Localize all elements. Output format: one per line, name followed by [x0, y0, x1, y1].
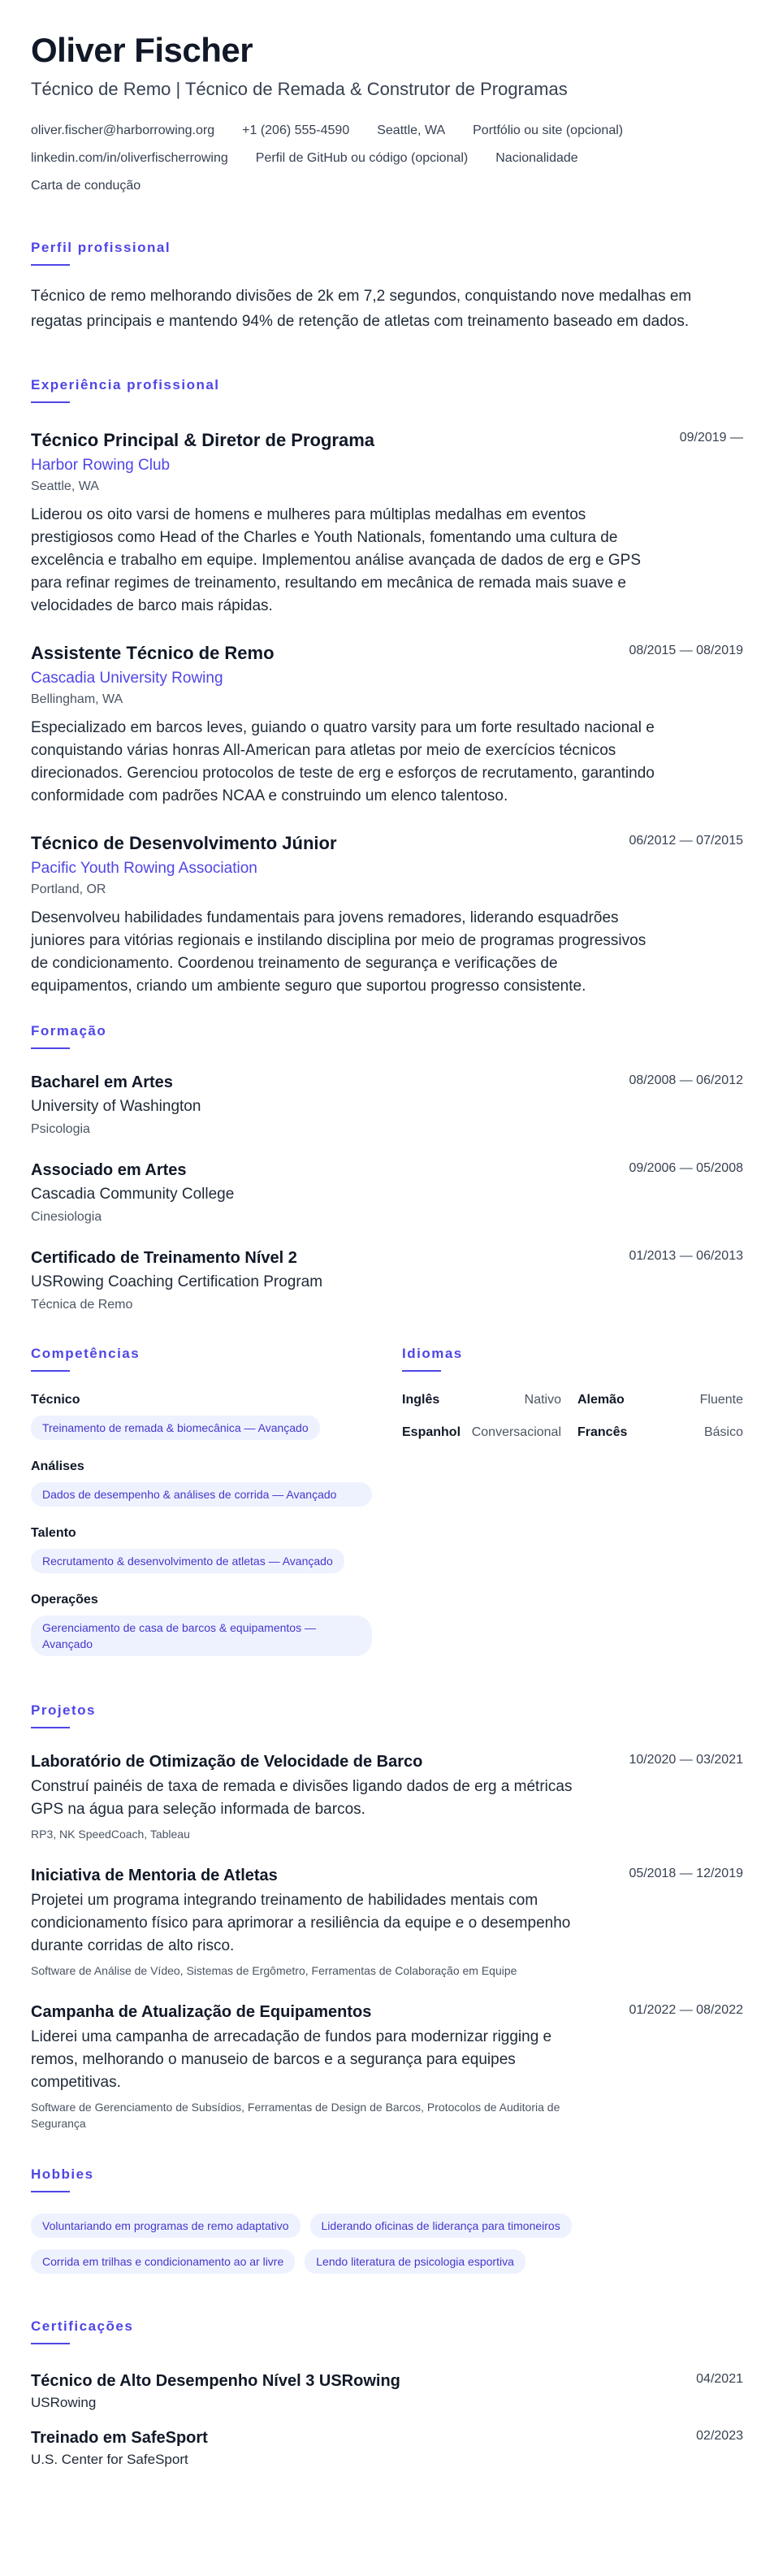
certifications-section — [31, 2318, 743, 2470]
project-entry — [31, 2001, 743, 2131]
skill-chip: Dados de desempenho & análises de corrida — Avançado — [31, 1482, 372, 1507]
section-divider — [31, 2343, 70, 2344]
education-entry — [31, 1247, 743, 1314]
candidate-headline: Técnico de Remo | Técnico de Remada & Construtor de Programas — [31, 79, 568, 99]
education-degree: Certificado de Treinamento Nível 2 — [31, 1249, 297, 1267]
language-item — [573, 1424, 743, 1442]
project-entry — [31, 1751, 743, 1842]
skill-label: Análises — [31, 1459, 84, 1473]
section-title: Hobbies — [31, 2166, 94, 2182]
job-organization: Pacific Youth Rowing Association — [31, 860, 257, 877]
job-entry — [31, 832, 743, 998]
skill-chip: Gerenciamento de casa de barcos & equipamentos — Avançado — [31, 1615, 372, 1656]
job-location: Bellingham, WA — [31, 692, 123, 706]
section-title: Experiência profissional — [31, 377, 220, 392]
project-date: 10/2020 — 03/2021 — [629, 1753, 743, 1767]
job-title: Técnico de Desenvolvimento Júnior — [31, 833, 337, 853]
section-divider — [31, 264, 70, 266]
job-description: Especializado em barcos leves, guiando o quatro varsity para um forte resultado nacional e conquistando várias honras All-American para atletas por meio de exercícios técnicos direcionados. Gerenciou protocolos de teste de erg e esforços de recrutamento, garantindo conformidade com padrões NCAA e construindo um elenco talentoso. — [31, 719, 655, 804]
hobby-chip: Liderando oficinas de liderança para timoneiros — [310, 2214, 572, 2238]
contact-license: Carta de condução — [31, 179, 141, 193]
language-item — [402, 1424, 573, 1442]
language-level: Nativo — [524, 1393, 561, 1407]
section-divider — [31, 401, 70, 403]
project-tech: Software de Análise de Vídeo, Sistemas de Ergômetro, Ferramentas de Colaboração em Equipe — [31, 1964, 517, 1977]
education-degree: Associado em Artes — [31, 1161, 187, 1179]
section-divider — [31, 1047, 70, 1049]
certification-issuer: USRowing — [31, 2395, 97, 2410]
section-title: Competências — [31, 1346, 141, 1361]
project-date: 01/2022 — 08/2022 — [629, 2003, 743, 2017]
skill-chip: Treinamento de remada & biomecânica — Avançado — [31, 1416, 320, 1440]
project-title: Campanha de Atualização de Equipamentos — [31, 2003, 372, 2021]
section-title: Idiomas — [402, 1346, 463, 1361]
skill-group — [31, 1391, 372, 1440]
job-location: Seattle, WA — [31, 479, 99, 493]
language-item — [573, 1391, 743, 1409]
education-field: Cinesiologia — [31, 1210, 102, 1224]
job-description: Desenvolveu habilidades fundamentais para jovens remadores, liderando esquadrões juniores para vitórias regionais e instilando disciplina por meio de programas progressivos de condicionamento. Coordenou treinamento de segurança e verificações de equipamentos, criando um ambiente seguro que suportou progresso consistente. — [31, 909, 646, 995]
project-description: Liderei uma campanha de arrecadação de fundos para modernizar rigging e remos, melhorando o manuseio de barcos e a segurança para equipes competitivas. — [31, 2028, 552, 2091]
job-date: 09/2019 — — [679, 431, 743, 445]
skill-chip: Recrutamento & desenvolvimento de atletas — Avançado — [31, 1549, 344, 1573]
languages-section — [402, 1345, 743, 1674]
language-name: Alemão — [577, 1393, 625, 1407]
education-entry — [31, 1072, 743, 1138]
language-level: Fluente — [699, 1393, 743, 1407]
section-divider — [31, 1370, 70, 1372]
contact-nationality: Nacionalidade — [495, 151, 578, 165]
skill-group — [31, 1591, 372, 1656]
section-title: Certificações — [31, 2318, 134, 2334]
hobby-chip: Corrida em trilhas e condicionamento ao ar livre — [31, 2249, 295, 2274]
skill-label: Operações — [31, 1593, 98, 1607]
language-level: Básico — [703, 1425, 743, 1439]
language-name: Francês — [577, 1425, 628, 1439]
experience-section — [31, 376, 743, 998]
contact-github[interactable]: Perfil de GitHub ou código (opcional) — [255, 151, 469, 165]
certification-name: Treinado em SafeSport — [31, 2429, 208, 2447]
job-organization: Harbor Rowing Club — [31, 457, 171, 474]
project-tech: Software de Gerenciamento de Subsídios, Ferramentas de Design de Barcos, Protocolos de Auditoria de Segurança — [31, 2101, 560, 2130]
contact-linkedin[interactable]: linkedin.com/in/oliverfischerrowing — [31, 151, 228, 165]
education-degree: Bacharel em Artes — [31, 1073, 173, 1091]
certification-name: Técnico de Alto Desempenho Nível 3 USRowing — [31, 2372, 400, 2390]
language-name: Espanhol — [402, 1425, 461, 1439]
skills-section — [31, 1345, 372, 1674]
hobby-chip: Voluntariando em programas de remo adaptativo — [31, 2214, 301, 2238]
language-row — [402, 1391, 743, 1409]
certification-entry — [31, 2427, 743, 2470]
contact-location: Seattle, WA — [377, 124, 446, 137]
section-divider — [402, 1370, 441, 1372]
certification-issuer: U.S. Center for SafeSport — [31, 2452, 188, 2467]
project-title: Laboratório de Otimização de Velocidade de Barco — [31, 1753, 423, 1771]
certification-date: 02/2023 — [696, 2429, 743, 2443]
resume-header — [31, 31, 743, 200]
hobby-list — [31, 2214, 681, 2285]
certification-date: 04/2021 — [696, 2372, 743, 2386]
job-entry — [31, 429, 743, 618]
summary-text: Técnico de remo melhorando divisões de 2k em 7,2 segundos, conquistando nove medalhas em regatas principais e mantendo 94% de retenção de atletas com treinamento baseado em dados. — [31, 288, 692, 330]
project-description: Construí painéis de taxa de remada e divisões ligando dados de erg a métricas GPS na água para seleção informada de barcos. — [31, 1778, 573, 1818]
project-date: 05/2018 — 12/2019 — [629, 1867, 743, 1880]
education-field: Psicologia — [31, 1122, 90, 1136]
project-tech: RP3, NK SpeedCoach, Tableau — [31, 1828, 190, 1841]
skill-group — [31, 1524, 372, 1573]
candidate-name: Oliver Fischer — [31, 31, 253, 69]
project-entry — [31, 1865, 743, 1979]
skills-languages-row — [31, 1345, 743, 1674]
education-entry — [31, 1160, 743, 1226]
language-level: Conversacional — [471, 1425, 561, 1439]
contact-list — [31, 117, 729, 200]
hobbies-section — [31, 2166, 743, 2285]
skill-label: Técnico — [31, 1393, 80, 1407]
job-title: Assistente Técnico de Remo — [31, 643, 275, 663]
contact-phone[interactable]: +1 (206) 555-4590 — [242, 124, 350, 137]
contact-email[interactable]: oliver.fischer@harborrowing.org — [31, 124, 215, 137]
section-title: Perfil profissional — [31, 240, 171, 255]
project-description: Projetei um programa integrando treinamento de habilidades mentais com condicionamento físico para aprimorar a resiliência da equipe e o desempenho durante corridas de alto risco. — [31, 1892, 571, 1954]
section-title: Formação — [31, 1023, 107, 1039]
job-entry — [31, 642, 743, 808]
language-name: Inglês — [402, 1393, 440, 1407]
section-title: Projetos — [31, 1702, 97, 1718]
education-school: Cascadia Community College — [31, 1186, 235, 1203]
job-title: Técnico Principal & Diretor de Programa — [31, 430, 375, 450]
language-row — [402, 1424, 743, 1442]
certification-entry — [31, 2370, 743, 2413]
project-title: Iniciativa de Mentoria de Atletas — [31, 1867, 278, 1884]
education-section — [31, 1022, 743, 1314]
section-divider — [31, 2191, 70, 2192]
skill-group — [31, 1458, 372, 1507]
summary-section — [31, 239, 743, 334]
job-date: 06/2012 — 07/2015 — [629, 834, 743, 848]
skill-label: Talento — [31, 1526, 76, 1540]
contact-portfolio[interactable]: Portfólio ou site (opcional) — [473, 124, 624, 137]
education-date: 09/2006 — 05/2008 — [629, 1161, 743, 1175]
job-description: Liderou os oito varsi de homens e mulheres para múltiplas medalhas em eventos prestigiosos como Head of the Charles e Youth Nationals, fomentando uma cultura de excelência e trabalho em equipe. Implementou análise avançada de dados de erg e GPS para refinar regimes de treinamento, resultando em mecânica de remada mais suave e velocidades de barco mais rápidas. — [31, 506, 641, 614]
job-date: 08/2015 — 08/2019 — [629, 644, 743, 657]
language-item — [402, 1391, 573, 1409]
job-organization: Cascadia University Rowing — [31, 670, 223, 687]
education-school: USRowing Coaching Certification Program — [31, 1273, 323, 1290]
section-divider — [31, 1727, 70, 1728]
education-date: 08/2008 — 06/2012 — [629, 1073, 743, 1087]
education-field: Técnica de Remo — [31, 1298, 133, 1312]
hobby-chip: Lendo literatura de psicologia esportiva — [305, 2249, 525, 2274]
job-location: Portland, OR — [31, 883, 106, 896]
education-school: University of Washington — [31, 1098, 201, 1115]
education-date: 01/2013 — 06/2013 — [629, 1249, 743, 1263]
projects-section — [31, 1702, 743, 2131]
